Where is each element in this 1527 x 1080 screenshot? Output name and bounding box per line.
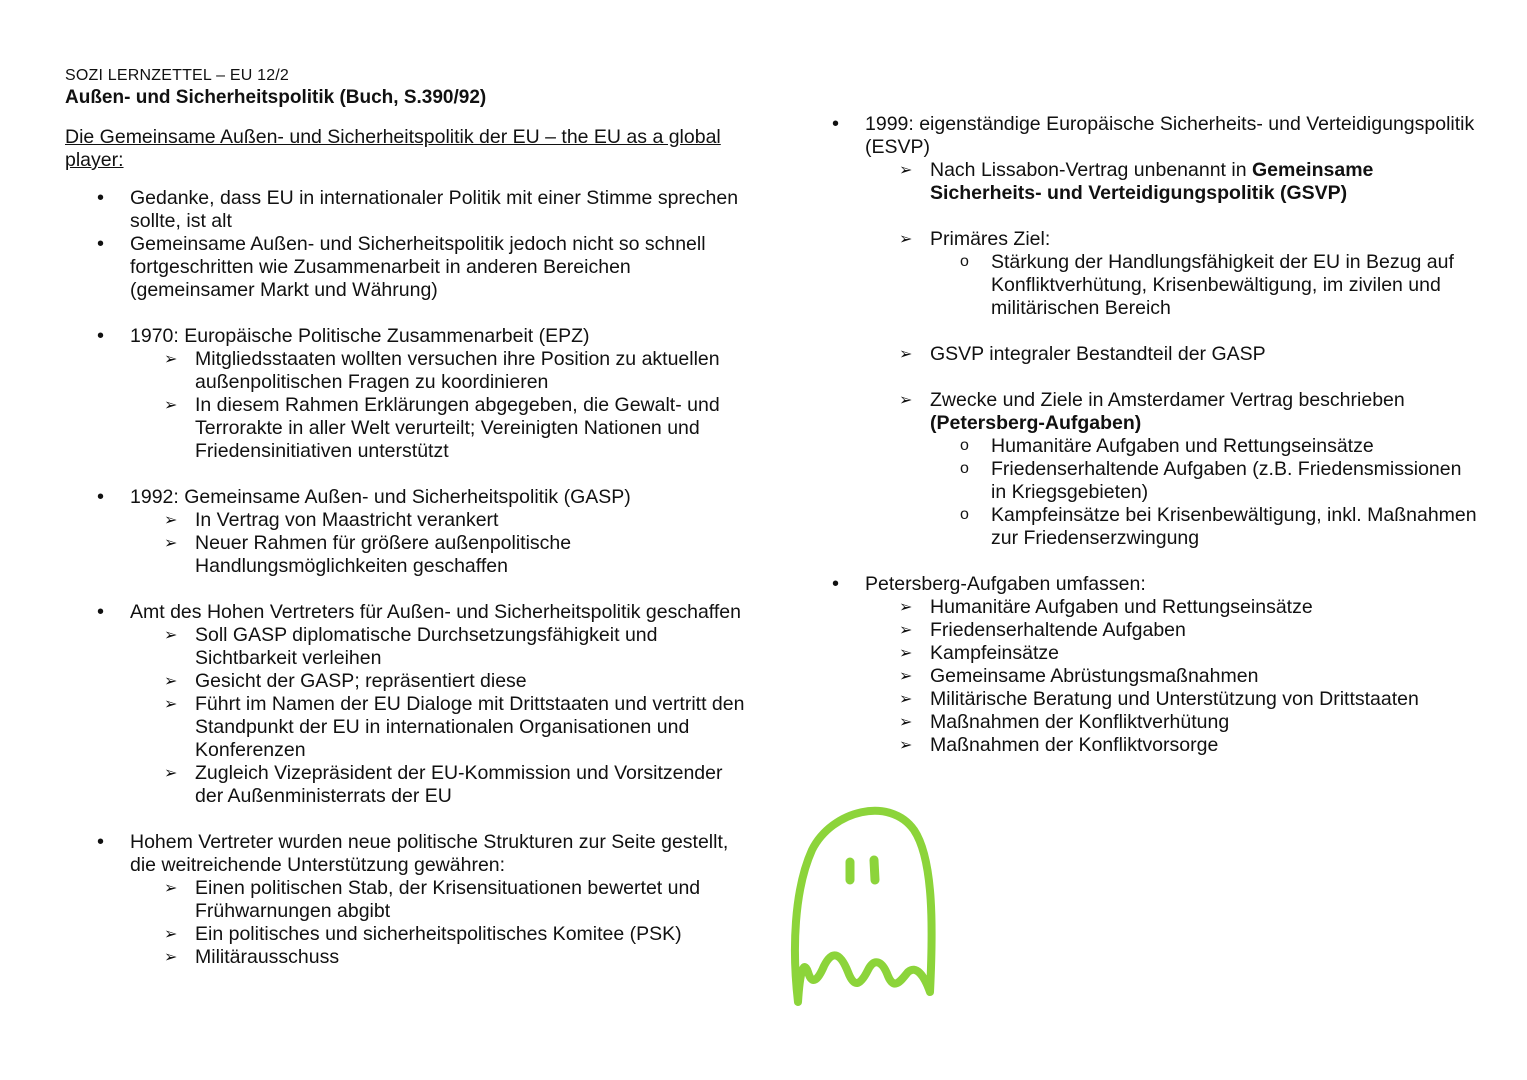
bullet-item: • 1992: Gemeinsame Außen- und Sicherheitspolitik (GASP) [65,486,755,509]
arrow-item: ➢ Militärische Beratung und Unterstützung von Drittstaaten [800,688,1480,711]
page-header [65,66,765,110]
ghost-outline [795,811,932,1002]
right-column [800,113,1480,757]
arrow-item [800,159,1480,205]
page-title: Außen- und Sicherheitspolitik (Buch, S.390/92) [65,87,487,108]
circle-item: o Friedenserhaltende Aufgaben (z.B. Friedensmissionen in Kriegsgebieten) [800,458,1480,504]
arrow-item: ➢ In diesem Rahmen Erklärungen abgegeben, die Gewalt- und Terrorakte in aller Welt verurteilt; Vereinigten Nationen und Friedensinitiativen unterstützt [65,394,755,463]
arrow-item: ➢ Militärausschuss [65,946,755,969]
arrow-item: ➢ Maßnahmen der Konfliktverhütung [800,711,1480,734]
bullet-item: • Petersberg-Aufgaben umfassen: [800,573,1480,596]
ghost-icon [790,800,940,1010]
arrow-item: ➢ Soll GASP diplomatische Durchsetzungsfähigkeit und Sichtbarkeit verleihen [65,624,755,670]
left-column [65,187,755,969]
course-label: SOZI LERNZETTEL – EU 12/2 [65,67,290,84]
arrow-item: ➢ In Vertrag von Maastricht verankert [65,509,755,532]
arrow-item: ➢ Maßnahmen der Konfliktvorsorge [800,734,1480,757]
circle-item: o Kampfeinsätze bei Krisenbewältigung, inkl. Maßnahmen zur Friedenserzwingung [800,504,1480,550]
arrow-item: ➢ Gemeinsame Abrüstungsmaßnahmen [800,665,1480,688]
arrow-item-bold: (Petersberg-Aufgaben) [930,412,1142,434]
arrow-item: ➢ Ein politisches und sicherheitspolitisches Komitee (PSK) [65,923,755,946]
arrow-item: ➢ Einen politischen Stab, der Krisensituationen bewertet und Frühwarnungen abgibt [65,877,755,923]
arrow-item-text: Zwecke und Ziele in Amsterdamer Vertrag beschrieben [930,389,1405,411]
arrow-item: ➢ Neuer Rahmen für größere außenpolitische Handlungsmöglichkeiten geschaffen [65,532,755,578]
arrow-item: ➢ Kampfeinsätze [800,642,1480,665]
bullet-item: • 1999: eigenständige Europäische Sicherheits- und Verteidigungspolitik (ESVP) [800,113,1480,159]
arrow-item: ➢ GSVP integraler Bestandteil der GASP [800,343,1480,366]
circle-item: o Stärkung der Handlungsfähigkeit der EU in Bezug auf Konfliktverhütung, Krisenbewältigung, im zivilen und militärischen Bereich [800,251,1480,320]
arrow-item: ➢ Primäres Ziel: [800,228,1480,251]
bullet-item: • Hohem Vertreter wurden neue politische Strukturen zur Seite gestellt, die weitreichende Unterstützung gewähren: [65,831,755,877]
arrow-item [800,389,1480,435]
bullet-item: • Amt des Hohen Vertreters für Außen- und Sicherheitspolitik geschaffen [65,601,755,624]
arrow-item: ➢ Mitgliedsstaaten wollten versuchen ihre Position zu aktuellen außenpolitischen Fragen zu koordinieren [65,348,755,394]
circle-item: o Humanitäre Aufgaben und Rettungseinsätze [800,435,1480,458]
arrow-item: ➢ Zugleich Vizepräsident der EU-Kommission und Vorsitzender der Außenministerrats der EU [65,762,755,808]
bullet-item: • Gemeinsame Außen- und Sicherheitspolitik jedoch nicht so schnell fortgeschritten wie Zusammenarbeit in anderen Bereichen (gemeinsamer Markt und Währung) [65,233,755,302]
section-heading: Die Gemeinsame Außen- und Sicherheitspolitik der EU – the EU as a global player: [65,126,721,171]
arrow-item-text: Nach Lissabon-Vertrag unbenannt in [930,159,1252,181]
ghost-right-eye [874,860,875,880]
arrow-item: ➢ Gesicht der GASP; repräsentiert diese [65,670,755,693]
arrow-item: ➢ Führt im Namen der EU Dialoge mit Drittstaaten und vertritt den Standpunkt der EU in internationalen Organisationen und Konferenzen [65,693,755,762]
arrow-item: ➢ Humanitäre Aufgaben und Rettungseinsätze [800,596,1480,619]
arrow-item-bold: Gemeinsame Sicherheits- und Verteidigungspolitik (GSVP) [930,159,1374,204]
bullet-item: • 1970: Europäische Politische Zusammenarbeit (EPZ) [65,325,755,348]
arrow-item: ➢ Friedenserhaltende Aufgaben [800,619,1480,642]
bullet-item: • Gedanke, dass EU in internationaler Politik mit einer Stimme sprechen sollte, ist alt [65,187,755,233]
